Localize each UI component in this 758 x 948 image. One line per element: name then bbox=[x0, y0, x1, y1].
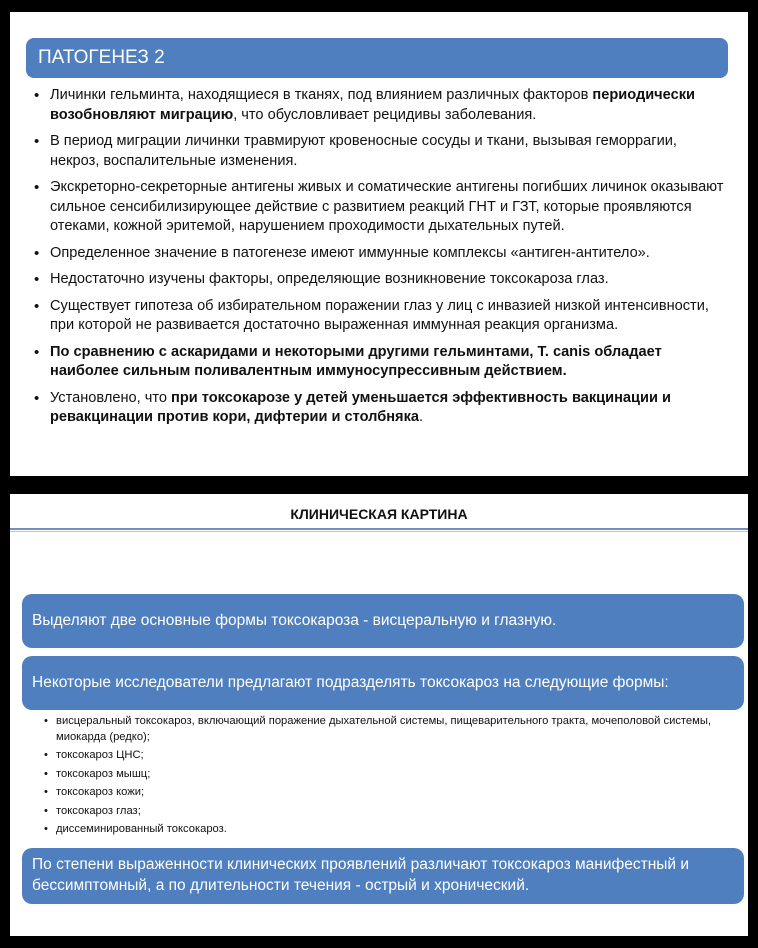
list-item: • диссеминированный токсокароз. bbox=[44, 822, 734, 838]
list-item: • токсокароз ЦНС; bbox=[44, 748, 734, 764]
slide-heading: КЛИНИЧЕСКАЯ КАРТИНА bbox=[290, 506, 468, 522]
forms-summary-box: Выделяют две основные формы токсокароза - висцеральную и глазную. bbox=[22, 594, 744, 648]
pathogenesis-list bbox=[32, 86, 728, 435]
heading-divider-thin bbox=[10, 531, 748, 532]
slide-clinical-picture bbox=[10, 494, 748, 936]
forms-intro-box: Некоторые исследователи предлагают подразделять токсокароз на следующие формы: bbox=[22, 656, 744, 710]
list-item: • В период миграции личинки травмируют кровеносные сосуды и ткани, вызывая геморрагии, некроз, воспалительные изменения. bbox=[32, 132, 728, 171]
list-item: • Личинки гельминта, находящиеся в тканях, под влиянием различных факторов периодически возобновляют миграцию, что обусловливает рецидивы заболевания. bbox=[32, 86, 728, 125]
list-item: • токсокароз глаз; bbox=[44, 804, 734, 820]
slide-pathogenesis bbox=[10, 12, 748, 476]
list-item: • токсокароз кожи; bbox=[44, 785, 734, 801]
heading-divider bbox=[10, 528, 748, 530]
list-item: • Существует гипотеза об избирательном поражении глаз у лиц с инвазией низкой интенсивности, при которой не развивается достаточно выраженная иммунная реакция организма. bbox=[32, 297, 728, 336]
list-item: • Установлено, что при токсокарозе у детей уменьшается эффективность вакцинации и ревакцинации против кори, дифтерии и столбняка. bbox=[32, 389, 728, 428]
forms-list bbox=[44, 714, 734, 841]
list-item: • Недостаточно изучены факторы, определяющие возникновение токсокароза глаз. bbox=[32, 270, 728, 290]
severity-box: По степени выраженности клинических проявлений различают токсокароз манифестный и бессимптомный, а по длительности течения - острый и хронический. bbox=[22, 848, 744, 904]
list-item: • По сравнению с аскаридами и некоторыми другими гельминтами, T. canis обладает наиболее сильным поливалентным иммуносупрессивным действием. bbox=[32, 343, 728, 382]
list-item: • Экскреторно-секреторные антигены живых и соматические антигены погибших личинок оказывают сильное сенсибилизирующее действие с развитием реакций ГНТ и ГЗТ, которые проявляются отеками, кожной эритемой, нарушением проходимости дыхательных путей. bbox=[32, 178, 728, 237]
slide-title: ПАТОГЕНЕЗ 2 bbox=[26, 38, 728, 78]
list-item: • Определенное значение в патогенезе имеют иммунные комплексы «антиген-антитело». bbox=[32, 244, 728, 264]
list-item: • токсокароз мышц; bbox=[44, 767, 734, 783]
list-item: • висцеральный токсокароз, включающий поражение дыхательной системы, пищеварительного тракта, мочеполовой системы, миокарда (редко); bbox=[44, 714, 734, 745]
